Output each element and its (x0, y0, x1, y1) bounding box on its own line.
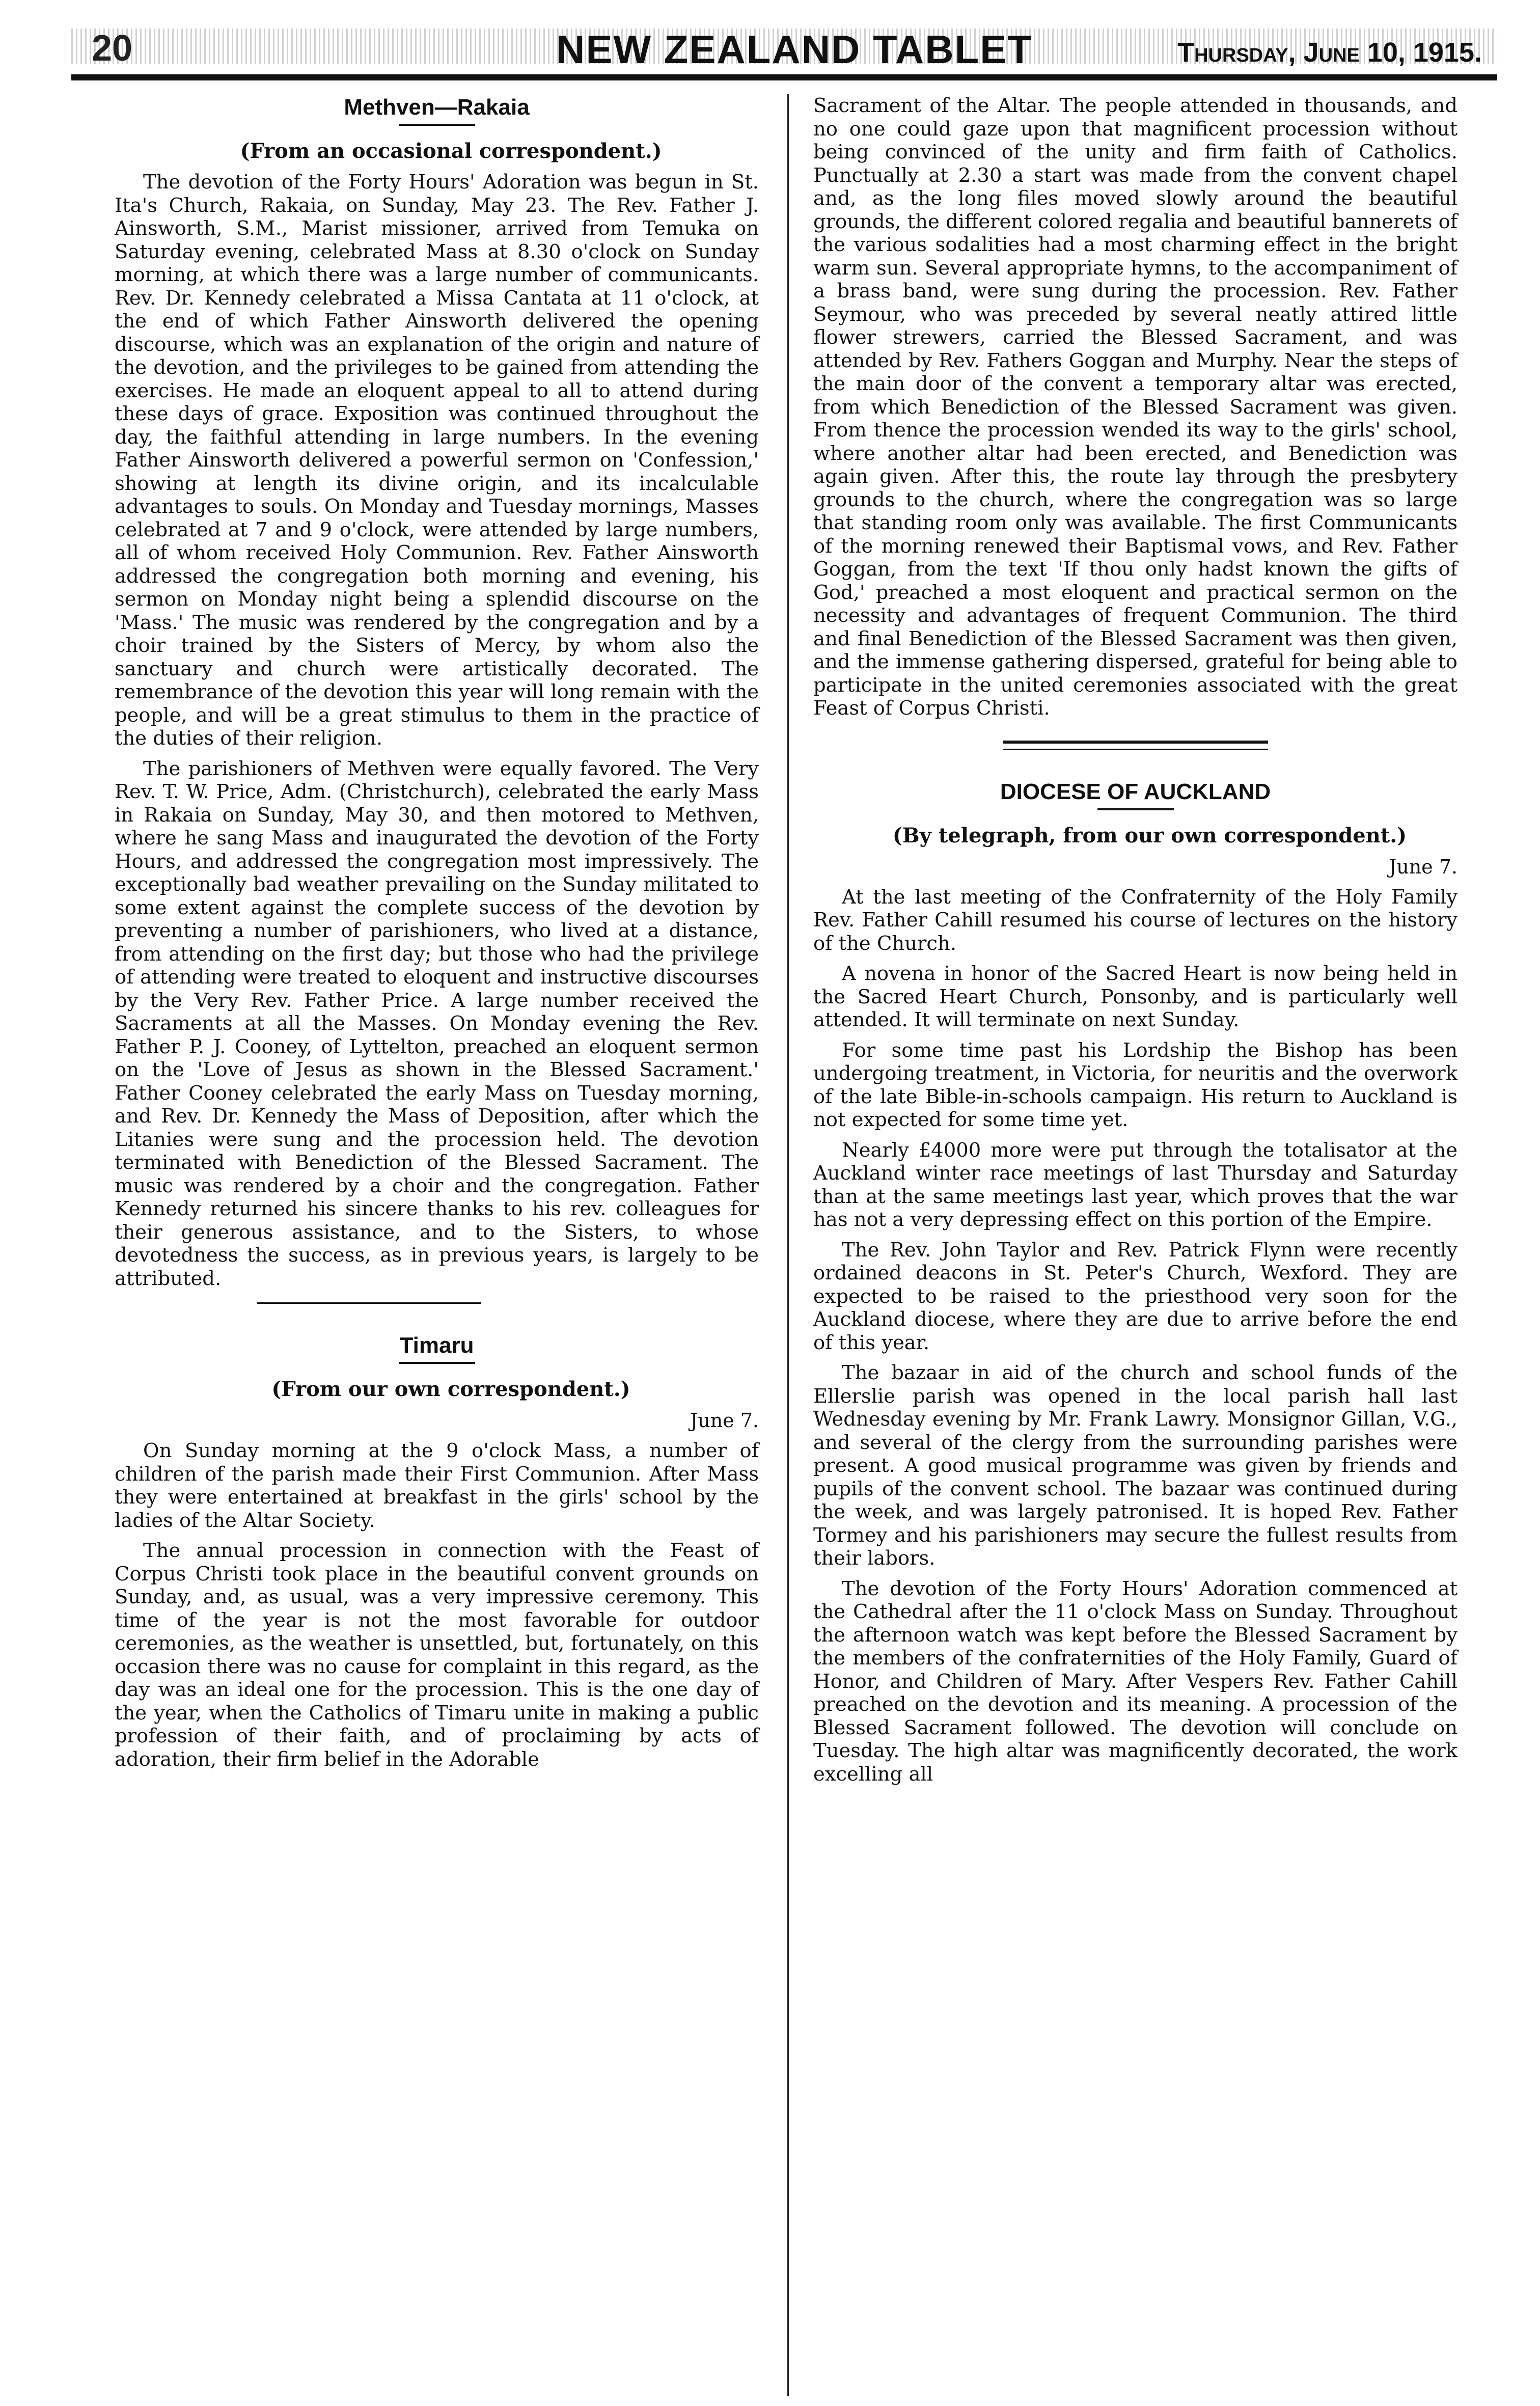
section-title-auckland: DIOCESE OF AUCKLAND (1000, 779, 1271, 804)
article-paragraph: The annual procession in connection with the Feast of Corpus Christi took place in the beautiful convent grounds on Sunday, and, as usual, was a very impressive ceremony. This time of the year is not the most favorable for outdoor ceremonies, as the weather is unsettled, but, fortunately, on this occasion there was no cause for complaint in this regard, as the day was an ideal one for the procession. This is the one day of the year, when the Catholics of Timaru unite in making a public profession of their faith, and of proclaiming by acts of adoration, their firm belief in the Adorable (115, 1539, 759, 1771)
dateline-auckland: June 7. (1388, 855, 1458, 878)
title-rule (399, 124, 475, 126)
byline-methven: (From an occasional correspondent.) (240, 139, 662, 163)
article-paragraph: The bazaar in aid of the church and school funds of the Ellerslie parish was opened in the local parish hall last Wednesday evening by Mr. Frank Lawry. Monsignor Gillan, V.G., and several of the clergy from the surrounding parishes were present. A good musical programme was given by friends and pupils of the convent school. The bazaar was continued during the week, and was largely patronised. It is hoped Rev. Father Tormey and his parishioners may secure the fullest results from their labors. (813, 1361, 1458, 1570)
dateline-timaru: June 7. (690, 1409, 759, 1432)
title-rule (1097, 808, 1174, 810)
section-title-timaru: Timaru (399, 1333, 474, 1358)
article-paragraph: On Sunday morning at the 9 o'clock Mass, a number of children of the parish made their First Communion. After Mass they were entertained at breakfast in the girls' school by the ladies of the Altar Society. (115, 1439, 759, 1532)
article-continuation: Sacrament of the Altar. The people attended in thousands, and no one could gaze upon that magnificent procession without being convinced of the unity and firm faith of Catholics. Punctually at 2.30 a start was made from the convent chapel and, as the long files moved slowly around the beautiful grounds, the different colored regalia and beautiful bannerets of the various sodalities had a most charming effect in the bright warm sun. Several appropriate hymns, to the accompaniment of a brass band, were sung during the procession. Rev. Father Seymour, who was preceded by several neatly attired little flower strewers, carried the Blessed Sacrament, and was attended by Rev. Fathers Goggan and Murphy. Near the steps of the main door of the convent a temporary altar was erected, from which Benediction of the Blessed Sacrament was given. From thence the procession wended its way to the girls' school, where another altar had been erected, and Benediction was again given. After this, the route lay through the presbytery grounds to the church, where the congregation was so large that standing room only was available. The first Communicants of the morning renewed their Baptismal vows, and Rev. Father Goggan, from the text 'If thou only hadst known the gifts of God,' preached a most eloquent and practical sermon on the necessity and advantages of frequent Communion. The third and final Benediction of the Blessed Sacrament was then given, and the immense gathering dispersed, grateful for being able to participate in the united ceremonies associated with the great Feast of Corpus Christi. (813, 94, 1458, 720)
title-rule (399, 1362, 475, 1364)
column-divider (787, 94, 789, 2396)
article-paragraph: Nearly £4000 more were put through the totalisator at the Auckland winter race meetings of last Thursday and Saturday than at the same meetings last year, which proves that the war has not a very depressing effect on this portion of the Empire. (813, 1138, 1458, 1231)
paper-title: NEW ZEALAND TABLET (556, 27, 1033, 72)
issue-date: Thursday, June 10, 1915. (1177, 37, 1482, 68)
article-paragraph: The devotion of the Forty Hours' Adoration was begun in St. Ita's Church, Rakaia, on Sunday, May 23. The Rev. Father J. Ainsworth, S.M., Marist missioner, arrived from Temuka on Saturday evening, celebrated Mass at 8.30 o'clock on Sunday morning, at which there was a large number of communicants. Rev. Dr. Kennedy celebrated a Missa Cantata at 11 o'clock, at the end of which Father Ainsworth delivered the opening discourse, which was an explanation of the origin and nature of the devotion, and the privileges to be gained from attending the exercises. He made an eloquent appeal to all to attend during these days of grace. Exposition was continued throughout the day, the faithful attending in large numbers. In the evening Father Ainsworth delivered a powerful sermon on 'Confession,' showing at length its divine origin, and its incalculable advantages to souls. On Monday and Tuesday mornings, Masses celebrated at 7 and 9 o'clock, were attended by large numbers, all of whom received Holy Communion. Rev. Father Ainsworth addressed the congregation both morning and evening, his sermon on Monday night being a splendid discourse on the 'Mass.' The music was rendered by the congregation and by a choir trained by the Sisters of Mercy, by whom also the sanctuary and church were artistically decorated. The remembrance of the devotion this year will long remain with the people, and will be a great stimulus to them in the practice of the duties of their religion. (115, 171, 759, 750)
section-divider (257, 1302, 481, 1304)
double-rule-divider (1003, 741, 1268, 750)
article-paragraph: The Rev. John Taylor and Rev. Patrick Flynn were recently ordained deacons in St. Peter's Church, Wexford. They are expected to be raised to the priesthood very soon for the Auckland diocese, where they are due to arrive before the end of this year. (813, 1238, 1458, 1354)
article-paragraph: The parishioners of Methven were equally favored. The Very Rev. T. W. Price, Adm. (Christchurch), celebrated the early Mass in Rakaia on Sunday, May 30, and then motored to Methven, where he sang Mass and inaugurated the devotion of the Forty Hours, and addressed the congregation most impressively. The exceptionally bad weather prevailing on the Sunday militated to some extent against the complete success of the devotion by preventing a number of parishioners, who lived at a distance, from attending on the first day; but those who had the privilege of attending were treated to eloquent and instructive discourses by the Very Rev. Father Price. A large number received the Sacraments at all the Masses. On Monday evening the Rev. Father P. J. Cooney, of Lyttelton, preached an eloquent sermon on the 'Love of Jesus as shown in the Blessed Sacrament.' Father Cooney celebrated the early Mass on Tuesday morning, and Rev. Dr. Kennedy the Mass of Deposition, after which the Litanies were sung and the procession held. The devotion terminated with Benediction of the Blessed Sacrament. The music was rendered by a choir and the congregation. Father Kennedy returned his sincere thanks to his rev. colleagues for their generous assistance, and to the Sisters, to whose devotedness the success, as in previous years, is largely to be attributed. (115, 757, 759, 1290)
left-column (115, 94, 759, 1778)
page-number: 20 (92, 28, 133, 69)
right-column (813, 94, 1458, 1793)
article-paragraph: The devotion of the Forty Hours' Adoration commenced at the Cathedral after the 11 o'clock Mass on Sunday. Throughout the afternoon watch was kept before the Blessed Sacrament by the members of the confraternities of the Holy Family, Guard of Honor, and Children of Mary. After Vespers Rev. Father Cahill preached on the devotion and its meaning. A procession of the Blessed Sacrament followed. The devotion will conclude on Tuesday. The high altar was magnificently decorated, the work excelling all (813, 1577, 1458, 1786)
byline-timaru: (From our own correspondent.) (271, 1377, 630, 1401)
article-paragraph: At the last meeting of the Confraternity of the Holy Family Rev. Father Cahill resumed his course of lectures on the history of the Church. (813, 885, 1458, 955)
article-paragraph: A novena in honor of the Sacred Heart is now being held in the Sacred Heart Church, Ponsonby, and is particularly well attended. It will terminate on next Sunday. (813, 962, 1458, 1031)
article-paragraph: For some time past his Lordship the Bishop has been undergoing treatment, in Victoria, for neuritis and the overwork of the late Bible-in-schools campaign. His return to Auckland is not expected for some time yet. (813, 1038, 1458, 1131)
masthead (71, 23, 1497, 80)
byline-auckland: (By telegraph, from our own correspondent.) (892, 823, 1407, 847)
section-title-methven: Methven—Rakaia (344, 95, 530, 120)
